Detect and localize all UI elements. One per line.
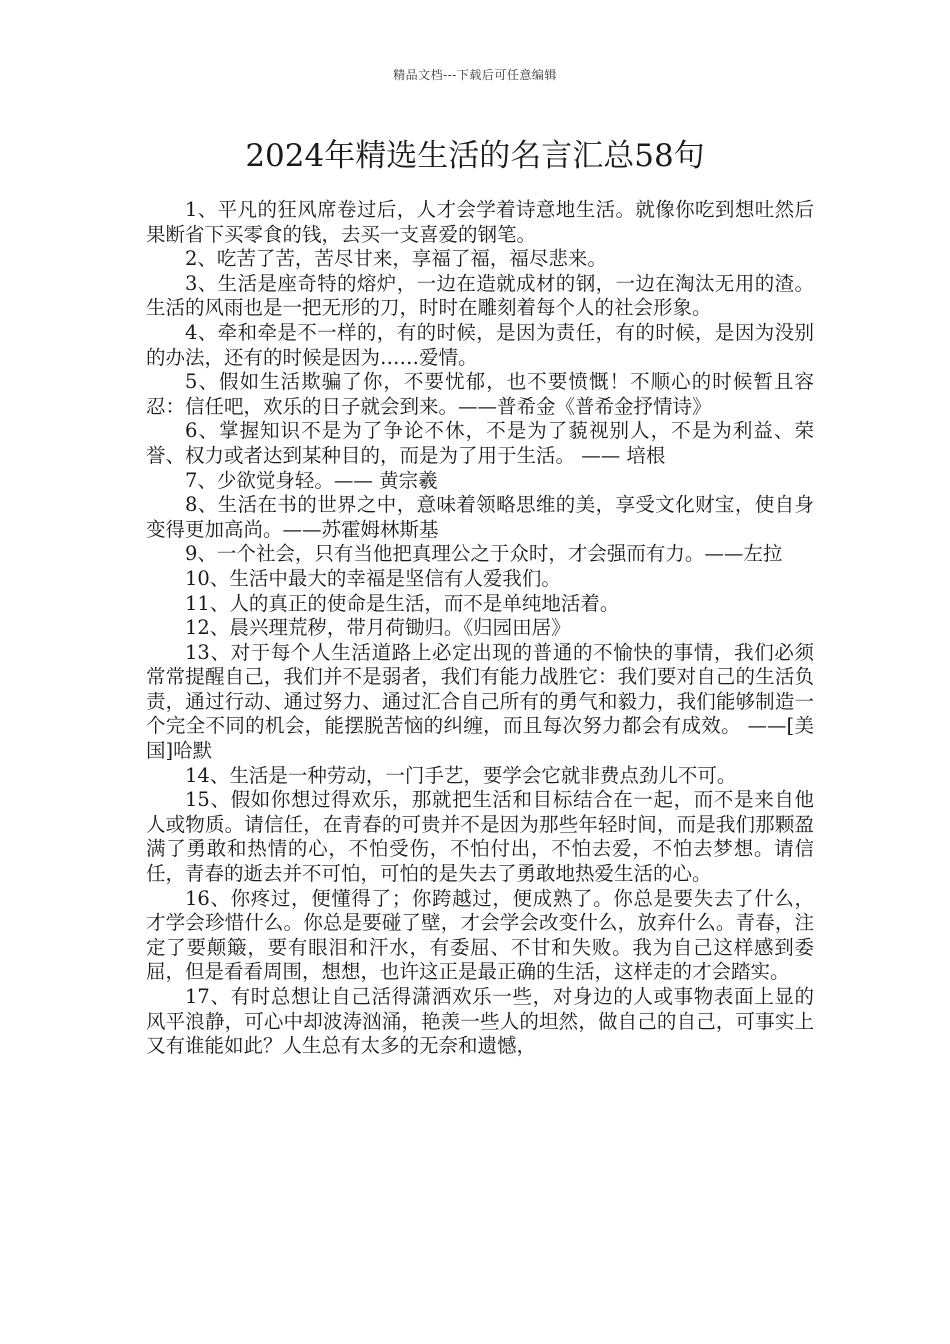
quote-paragraph-10: 10、生活中最大的幸福是坚信有人爱我们。 [185,566,561,590]
quote-paragraph-13: 13、对于每个人生活道路上必定出现的普通的不愉快的事情，我们必须常常提醒自己，我们并不是弱者，我们有能力战胜它：我们要对自己的生活负责，通过行动、通过努力、通过汇合自己所有的勇气和毅力，我们能够制造一个完全不同的机会，能摆脱苦恼的纠缠，而且每次努力都会有成效。 ——[美国]哈默 [146,640,814,763]
quote-paragraph-15: 15、假如你想过得欢乐，那就把生活和目标结合在一起，而不是来自他人或物质。请信任，在青春的可贵并不是因为那些年轻时间，而是我们那颗盈满了勇敢和热情的心，不怕受伤，不怕付出，不怕去爱，不怕去梦想。请信任，青春的逝去并不可怕，可怕的是失去了勇敢地热爱生活的心。 [146,788,814,886]
quote-paragraph-11: 11、人的真正的使命是生活，而不是单纯地活着。 [185,591,620,615]
quote-paragraph-6: 6、掌握知识不是为了争论不休，不是为了藐视别人，不是为利益、荣誉、权力或者达到某种目的，而是为了用于生活。 —— 培根 [146,419,814,467]
quote-paragraph-14: 14、生活是一种劳动，一门手艺，要学会它就非费点劲儿不可。 [185,763,737,787]
quote-paragraph-16: 16、你疼过，便懂得了；你跨越过，便成熟了。你总是要失去了什么，才学会珍惜什么。你总是要碰了壁，才会学会改变什么，放弃什么。青春，注定了要颠簸，要有眼泪和汗水，有委屈、不甘和失败。我为自己这样感到委屈，但是看看周围，想想，也许这正是最正确的生活，这样走的才会踏实。 [146,886,814,984]
quote-paragraph-17: 17、有时总想让自己活得潇洒欢乐一些，对身边的人或事物表面上显的风平浪静，可心中却波涛汹涌，艳羡一些人的坦然，做自己的自己，可事实上又有谁能如此？人生总有太多的无奈和遗憾， [146,985,814,1058]
quote-paragraph-1: 1、平凡的狂风席卷过后，人才会学着诗意地生活。就像你吃到想吐然后果断省下买零食的钱，去买一支喜爱的钢笔。 [146,198,814,246]
document-title: 2024年精选生活的名言汇总58句 [245,138,705,174]
quote-paragraph-3: 3、生活是座奇特的熔炉，一边在造就成材的钢，一边在淘汰无用的渣。生活的风雨也是一把无形的刀，时时在雕刻着每个人的社会形象。 [146,271,814,320]
quote-paragraph-7: 7、少欲觉身轻。—— 黄宗羲 [185,468,438,492]
page-header-note: 精品文档---下载后可任意编辑 [393,68,557,82]
quote-paragraph-8: 8、生活在书的世界之中，意味着领略思维的美，享受文化财宝，使自身变得更加高尚。——苏霍姆林斯基 [146,493,814,541]
document-body [146,198,814,1059]
quote-paragraph-12: 12、晨兴理荒秽，带月荷锄归。《归园田居》 [185,616,571,640]
quote-paragraph-9: 9、一个社会，只有当他把真理公之于众时，才会强而有力。——左拉 [185,542,783,566]
quote-paragraph-2: 2、吃苦了苦，苦尽甘来，享福了福，福尽悲来。 [185,247,607,271]
quote-paragraph-4: 4、牵和牵是不一样的，有的时候，是因为责任，有的时候，是因为没别的办法，还有的时候是因为……爱情。 [146,320,814,369]
quote-paragraph-5: 5、假如生活欺骗了你，不要忧郁，也不要愤慨！不顺心的时候暂且容忍：信任吧，欢乐的日子就会到来。——普希金《普希金抒情诗》 [146,370,814,418]
